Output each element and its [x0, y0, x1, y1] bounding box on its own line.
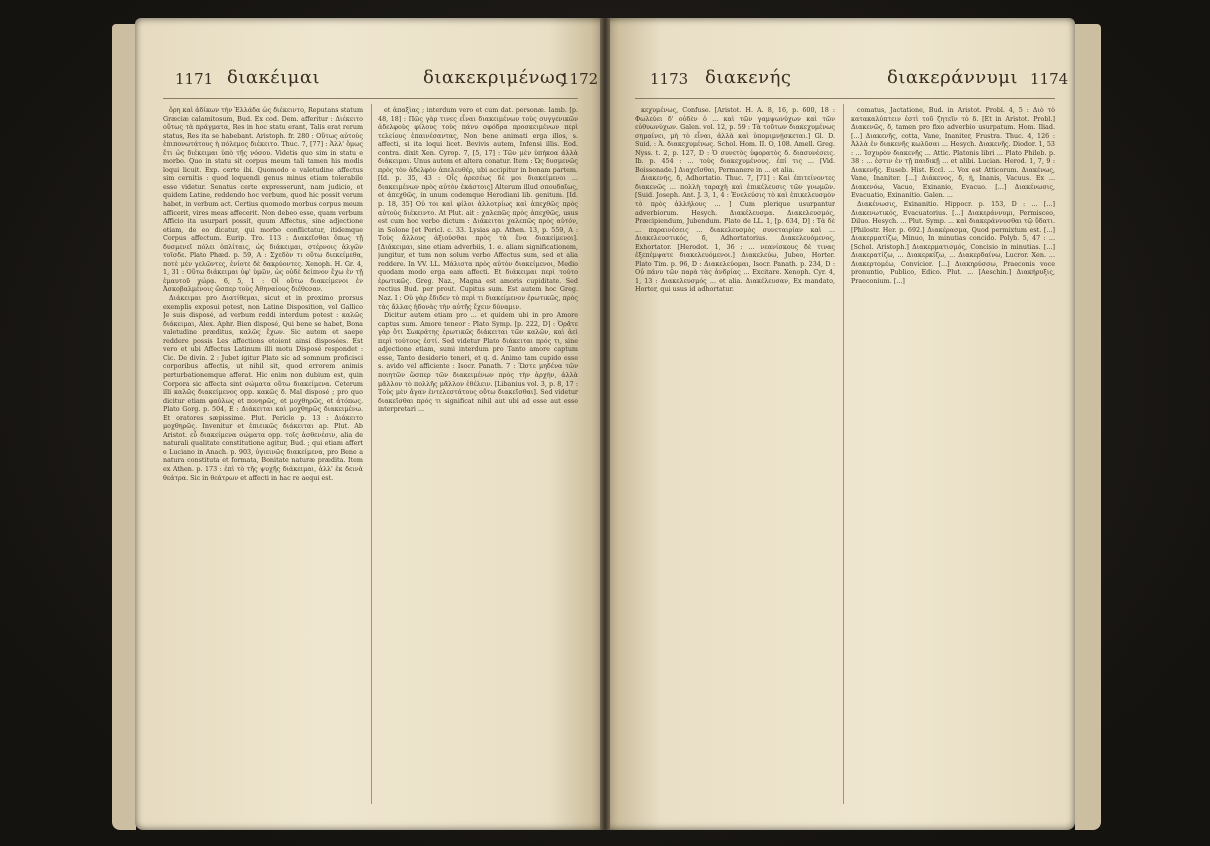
header-rule — [163, 98, 578, 99]
headword-left: διακέιμαι — [227, 67, 321, 88]
header-rule — [635, 98, 1055, 99]
left-page-edges — [112, 24, 136, 830]
headword-left: διακενής — [705, 67, 792, 88]
text-column — [378, 106, 578, 806]
paragraph: Διακένωσις, Exinanitio. Hippocr. p. 153, D : ... [...] Διακενωτικός, Evacuatorius. [...] Διακεράννυμι, Permisceo, Diluo. Hesych. ... Plut. Symp. ... καὶ διακεράννυσθαι τῷ ὕδατι. [Philostr. Her. p. 692.] Διακέρασμα, Quod permixtum est. [...] Διακερματίζω, Minuo, In minutias concido. Polyb. 5, 47 : ... [Schol. Aristoph.] Διακερματισμός, Concisio in minutias. [...] Διακερατίζω, ... Διακερκίζω, ... Διακερδαίνω, Lucror. Xen. ... Διακερτομέω, Convicior. [...] Διακηρύσσω, Praeconis voce pronuntio, Publico, Edico. Plut. ... [Aeschin.] Διακήρυξις, Praeconium. [...] — [851, 200, 1055, 285]
paragraph: Διακενής, δ, Adhortatio. Thuc. 7, [71] : Καὶ ἐπιτείνοντες διακενῶς ... πολλὴ ταραχὴ καὶ ἐπικέλευσις τῶν γνωμῶν. [Suid. Joseph. Ant. J. 3, 1, 4 : Ἐνελεύσις τὸ καὶ ἐπικελευσμὸν τὸ πρὸς ἀλλήλους ... ] Cum plerique usurpantur adverbiorum. Hesych. Διακέλευσμα. Διακελευσμός, Præcipiendum, Jubendum. Plato de LL. 1, [p. 634, D] : Τὰ δὲ ... παραινέσεις ... διακελευσμὸς συνεταιρίαν καὶ ... Διακελευστικός, δ, Adhortatorius. Διακελευόμενος, Exhortator. [Herodot. 1, 36 : ... νεανίσκους δὲ τινας ἐξεπέμψατε διακελευόμενοι.] Διακελεύω, Jubeo, Horter. Plato Tim. p. 96, D : Διακελεύομαι, Isocr. Panath. p. 234, D : Οὐ πάνυ τῶν παρὰ τὰς ἀνδρίας ... Excitare. Xenoph. Cyr. 4, 1, 13 : Διακελευσμός ... et alia. Διακέλευσαν, Ex mandato, Horter, qui usus id adhortatur. — [635, 174, 835, 294]
page-number: 1172 — [560, 70, 599, 88]
paragraph: Διάκειμαι pro Διατίθεμαι, sicut et in proximo prorsus exemplis exposui potest, non Latine Disposition, vel Gallico Je suis disposé, ad verbum reddi interdum potest : καλῶς διάκειμαι, Alex. Aphr. Bien disposé, Qui bene se habet, Bona valetudine præditus, καλῶς ἔχων. Sic autem et saepe reddere possis Les affections etoient ainsi disposées. Est vero et ubi Affectus Latinum illi motu Disposé respondet : Cic. De divin. 2 : Jubet igitur Plato sic ad somnum proficisci corporibus affectis, ut nihil sit, quod errorem animis perturbationemque afferat. Hic enim non dubium est, quin Corpora sic affecta sint σώματα οὕτω διακείμενα. Ceterum illi καλῶς διακείμενος opp. κακῶς δ. Mal disposé ; pro quo dicitur etiam φαύλως et πονηρῶς, et μοχθηρῶς, et ἀτόπως. Plato Gorg. p. 504, E : Διάκειται καὶ μοχθηρῶς διακειμένω. Et oratores sæpissime. Plut. Pericle p. 13 : Διάκειτο μοχθηρῶς. Invenitur et ἐπιεικῶς διάκειται ap. Plut. Ab Aristot. εὖ διακείμενα σώματα opp. τοῖς ἀσθενέσιν, alia de naturali qualitate constitutione agitur, Bud. ; qui etiam affert e Luciano in Anach. p. 903, ὑγιεινῶς διακείμενα, pro Bene a natura constituta et formata, Bonitate naturæ prædita. Item ex Athen. p. 173 : ἐπὶ τὸ τῆς ψυχῆς διάκειμαι, ἀλλ' ἐκ δεινὰ θεάτρα. Sic in θεάτρων et affecti in hac re aequi est. — [163, 294, 363, 482]
column-rule — [843, 104, 844, 804]
headword-right: διακεκριμένως — [423, 67, 566, 88]
paragraph: ὅρη καὶ ἀδίκων τὴν Ἑλλάδα ὡς διέκειντο, Reputans statum Græciæ calamitosum, Bud. Ex cod. Dem. afferitur : Διέκειτο οὕτως τὰ πράγματα, Res in hoc statu erant, Talis erat rerum status, Res ita se habebant. Aristoph. fr. 280 : Οὕτως αὐτοὺς ἐπιπονωτάτους ἡ πόλεμος διέκειτο. Thuc. 7, [77] : Ἀλλ' ὅμως ἔτι ὡς διέκειμαι ὑπὸ τῆς νόσου. Videtis quo sim in statu e morbo. Quo in statu sit corpus meum tali tamen his modis loqui licuit. Exp. certe ibi. Quomodo e valetudine affectus sim cernitis : quod loquendi genus minus etiam tolerabile esse videtur. Senatus certe expresserunt, nam judicio, et quidem Latine, reddendo hoc verbum, quod hic possit verum habet, in verbum act. Certius quomodo morbus corpus meum afficerit, vires meas affecerit. Non debeo esse, quam verbum Afficio ita usurpari possit, quum Affectus, sine adjectione etiam, de eo dicatur, qui morbo conflictatur, itidemque Corpus affectum. Eurip. Tro. 113 : Διακεῖσθαι ὅπως τῇ δυσμενεῖ πόλει ὁπλίταις, ὡς διάκειμαι, στέρνοις ἀλγῶν τοῖσδε. Plato Phæd. p. 59, A : Σχεδὸν τι οὕτω διεκείμεθα, ποτὲ μὲν γελῶντες, ἐνίοτε δὲ δακρύοντες. Xenoph. H. Gr. 4, 1, 31 : Οὕτω διάκειμαι ὑφ' ὑμῶν, ὡς οὐδὲ δείπνον ἔχω ἐν τῇ ἐμαυτοῦ χώρᾳ. 6, 5, 1 : Οἱ οὕτω διακείμενοι ἐν Ἀσκοβαλμένοις ὥσπερ τοὺς Ἀθηναίους διέθεσαν. — [163, 106, 363, 294]
page-number: 1174 — [1030, 70, 1069, 88]
right-page-header — [605, 66, 1075, 92]
right-page-edges — [1075, 24, 1101, 830]
column-rule — [371, 104, 372, 804]
left-page-header — [135, 66, 605, 92]
text-column — [163, 106, 363, 806]
page-number: 1171 — [175, 70, 214, 88]
book-gutter — [600, 18, 610, 830]
paragraph: et ἀπαξὶας ; interdum vero et cum dat. personæ. Iamb. [p. 48, 18] : Πῶς γὰρ τινες εἶναι διακειμένων τοὺς συγγενικῶν ἀδελφοὺς φίλους τοὺς πάνυ σφόδρα προσκειμένων περὶ τελείους ἐπαινέσαντας, Non bene animati erga illos, s. affecti, si ita loqui licet. Bevivis autem, Infensi illis. Eod. contra. dixit Xen. Cyrop. 7, [5, 17] : Τῶν μὲν ὑπήκοα ἀλλὰ διάκειμαι. Unus autem et altera conatur. Item : Ὡς δυσμενῶς πρὸς τὸν ἀδελφὸν ἀπελευθέρ, ubi accipitur in bonam partem. [Id. p. 35, 43 : Οἷς ἀρεσέως δὲ μοι διακείμενοι ... διακειμένων πρὸς αὐτὸν ἑκάστοις] Alterum illud σπουδαῖως, et ἀπεχθῶς, in unum codemque Herodiani lib. genitum. [Id. p. 18, 35] Οὐ τοι καὶ φίλοι ἀλλοτρίως καὶ ἀπεχθῶς πρὸς αὐτοὺς διέκειντο. At Plut. ait : χαλεπῶς πρὸς ἀπεχθῶς, usus est cum hoc verbo dictum : Διάκειται χαλεπῶς πρὸς αὐτόν, in Solone [et Pericl. c. 33. Lysias ap. Athen. 13, p. 559, A : Τοὺς ἄλλους ἀξιούσθαι πρὸς τὰ ἕνα διακείμενοι]. [Διάκειμαι, sine etiam adverbiis, 1. e. aliam significationem, jungitur, et tum non solum verbo Affectus sum, sed et alia reddere. In VV. LL. Μάλιστα πρὸς αὐτὸν διακείμενοι, Medio quodam modo erga eam affecti. Et διάκειμαι περὶ τούτο ἐρωτικῶς. Greg. Naz., Magna est amoris cupiditate. Sed rectius Bud. per prout. Cupitus sum. Est autem hoc Greg. Naz. I : Οὐ γὰρ ἔδιδεν τὸ περὶ τι διακείμενον ἐρωτικῶς, πρὸς τὰς ἄλλας ἡδονὰς τὴν αὐτῆς ἔχειν δύναμιν. — [378, 106, 578, 311]
text-column — [851, 106, 1055, 806]
page-number: 1173 — [650, 70, 689, 88]
paragraph: comatus, Jactatione, Bud. in Aristot. Probl. 4, 5 : Διὸ τὸ κατακαλύπτειν ἐστὶ τοῦ ζητεῖν τὸ δ. [Et in Aristot. Probl.] Διακενῶς, δ, tamen pro fixo adverbio usurpatum. Hom. Iliad. [...] Διακενῆς, cotta, Vane, Inaniter, Frustra. Thuc. 4, 126 : Ἀλλὰ ἐν διακενῆς κωλῦσαι ... Hesych. Διακενῆς. Diodor. 1, 53 : ... Ἰσχυρὸν διακενῆς ... Attic. Platonis libri ... Plato Phileb. p. 38 : ... ἐστιν ἐν τῇ παιδικῇ ... et alibi. Lucian. Herod. 1, 7, 9 : Διακενῆς. Euseb. Hist. Eccl. ... Vox est Atticorum. Διακένως, Vane, Inaniter. [...] Διάκενος, δ, ή, Inanis, Vacuus. Ex ... Διακενόω, Vacuo, Exinanio, Evacuo. [...] Διακένωσις, Evacuatio, Exinanitio. Galen. ... — [851, 106, 1055, 200]
paragraph: κεχυμένως, Confuse. [Aristot. H. A. 8, 16, p. 600, 18 : Φωλεύει δ' οὐδὲν ὁ ... καὶ τῶν γαμψωνύχων καὶ τῶν εὐθυωνύχων. Galen. vol. 12, p. 59 : Τὰ τοῦτων διακεχυμένως σημαίνει, μὴ τὸ εἶναι, ἀλλὰ καὶ ὑπομιμνῄσκεται.] Gl. D. Suid. : Ἀ. διακεχυμένως. Schol. Hom. II. O, 108. Amell. Greg. Nyss. t. 2, p. 127, D : Ὁ συνετὸς ὑφορατὸς δ. διασυνέσεις. Ib. p. 454 : ... τοὺς διακεχυμένους. ἐπί τις ... [Vid. Boissonade.] Διαχεῖσθαι, Permanere in ... et alia. — [635, 106, 835, 174]
headword-right: διακεράννυμι — [887, 67, 1018, 88]
paragraph: Dicitur autem etiam pro ... et quidem ubi in pro Amore captus sum. Amore teneor : Plato Symp. [p. 222, D] : Ὁρᾶτε γὰρ ὅτι Σωκράτης ἐρωτικῶς διάκειται τῶν καλῶν, καὶ ἀεὶ περὶ τούτους ἐστί. Sed videtur Plato διάκειται πρός τι, sine adjectione etiam, sumi interdum pro Tanto amore captum esse, Tanto desiderio teneri, et q. d. Animo tam cupido esse s. avido vel afficiente : Isocr. Panath. 7 : Ὥστε μηδένα τῶν ποιητῶν ὥσπερ τῶν διακειμένων πρὸς τὴν ἀρχήν, ἀλλὰ μᾶλλον τὸ πολλῆς μᾶλλον ἐθέλειν. [Libanius vol. 3, p. 8, 17 : Τοὺς μὲν ἄγαν ἐντελεστάτους οὕτω διακεῖσθαι]. Sed videtur διακεῖσθαι πρός τι significat nihil aut ubi ad esse aut esse interpretari ... — [378, 311, 578, 414]
left-page — [135, 18, 605, 830]
right-page — [605, 18, 1075, 830]
text-column — [635, 106, 835, 806]
